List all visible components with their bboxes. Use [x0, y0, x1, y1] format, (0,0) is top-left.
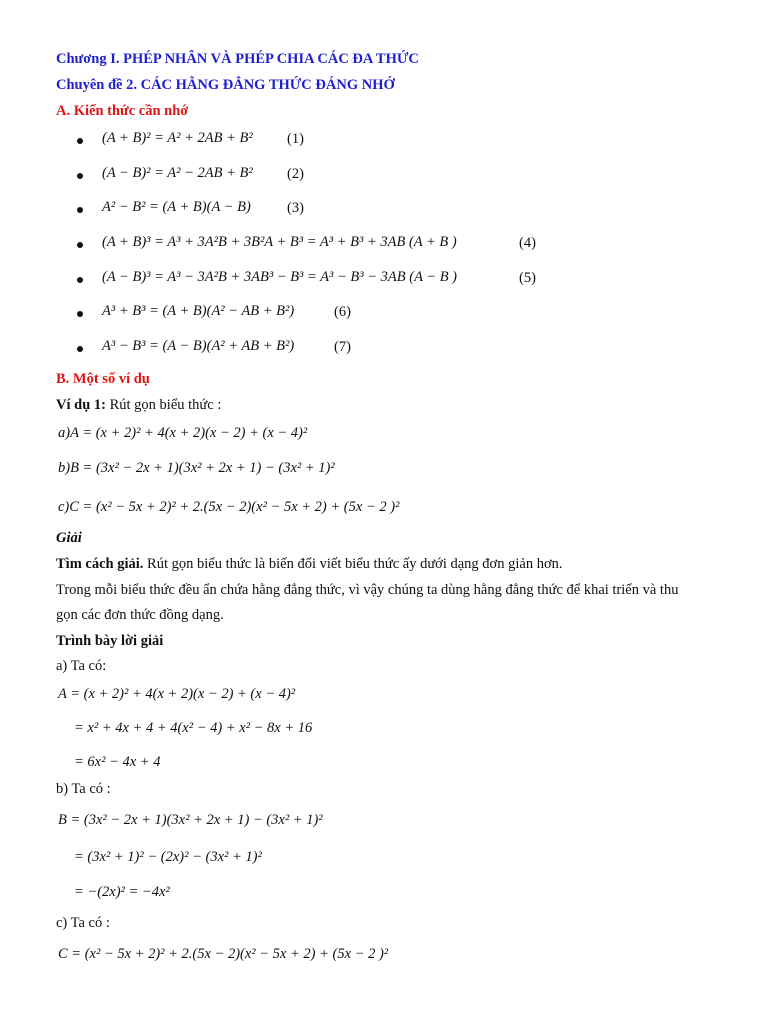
- method-paragraph-line-1: Trong mỗi biểu thức đều ẩn chứa hằng đẳng thức, vì vậy chúng ta dùng hằng đẳng thức để khai triển và thu: [56, 582, 679, 598]
- identity-number: (1): [287, 131, 304, 147]
- example-part-c: c)C = (x² − 5x + 2)² + 2.(5x − 2)(x² − 5x + 2) + (5x − 2 )²: [58, 499, 400, 515]
- method-text: Rút gọn biểu thức là biến đổi viết biểu thức ấy dưới dạng đơn giản hơn.: [147, 556, 563, 572]
- solution-a-step: = x² + 4x + 4 + 4(x² − 4) + x² − 8x + 16: [74, 720, 313, 736]
- example-part-b: b)B = (3x² − 2x + 1)(3x² + 2x + 1) − (3x² + 1)²: [58, 460, 335, 476]
- identity-formula: A³ − B³ = (A − B)(A² + AB + B²): [102, 338, 295, 354]
- identity-number: (2): [287, 166, 304, 182]
- method-label: Tìm cách giải.: [56, 556, 144, 572]
- identity-formula: (A + B)² = A² + 2AB + B²: [102, 130, 253, 146]
- identity-formula: (A − B)³ = A³ − 3A²B + 3AB³ − B³ = A³ − B³ − 3AB (A − B ): [102, 269, 458, 285]
- identity-formula: (A − B)² = A² − 2AB + B²: [102, 165, 253, 181]
- identity-formula: (A + B)³ = A³ + 3A²B + 3B²A + B³ = A³ + B³ + 3AB (A + B ): [102, 234, 457, 250]
- identity-number: (7): [334, 339, 351, 355]
- bullet-icon: [77, 311, 83, 317]
- presentation-label: Trình bày lời giải: [56, 633, 164, 649]
- topic-heading: Chuyên đề 2. CÁC HẰNG ĐẲNG THỨC ĐÁNG NHỚ: [56, 77, 395, 93]
- method-line: [56, 556, 562, 573]
- solution-b-step: B = (3x² − 2x + 1)(3x² + 2x + 1) − (3x² + 1)²: [58, 812, 323, 828]
- method-paragraph-line-2: gọn các đơn thức đồng dạng.: [56, 607, 224, 623]
- identity-number: (6): [334, 304, 351, 320]
- solution-a-step: = 6x² − 4x + 4: [74, 754, 161, 770]
- example-part-a: a)A = (x + 2)² + 4(x + 2)(x − 2) + (x − 4)²: [58, 425, 308, 441]
- identity-formula: A² − B² = (A + B)(A − B): [102, 199, 251, 215]
- example-label: Ví dụ 1:: [56, 397, 106, 413]
- solution-c-step: C = (x² − 5x + 2)² + 2.(5x − 2)(x² − 5x + 2) + (5x − 2 )²: [58, 946, 389, 962]
- solution-b-step: = (3x² + 1)² − (2x)² − (3x² + 1)²: [74, 849, 262, 865]
- identity-number: (5): [519, 270, 536, 286]
- bullet-icon: [77, 138, 83, 144]
- bullet-icon: [77, 173, 83, 179]
- example-line: [56, 397, 221, 414]
- identity-number: (3): [287, 200, 304, 216]
- solution-c-intro: c) Ta có :: [56, 915, 110, 931]
- identity-number: (4): [519, 235, 536, 251]
- solution-title: Giải: [56, 530, 82, 546]
- solution-b-step: = −(2x)² = −4x²: [74, 884, 170, 900]
- identity-formula: A³ + B³ = (A + B)(A² − AB + B²): [102, 303, 295, 319]
- solution-b-intro: b) Ta có :: [56, 781, 111, 797]
- solution-a-intro: a) Ta có:: [56, 658, 107, 674]
- section-b-heading: B. Một số ví dụ: [56, 371, 150, 387]
- section-a-heading: A. Kiến thức cần nhớ: [56, 103, 189, 119]
- solution-a-step: A = (x + 2)² + 4(x + 2)(x − 2) + (x − 4)²: [58, 686, 296, 702]
- bullet-icon: [77, 207, 83, 213]
- chapter-heading: Chương I. PHÉP NHÂN VÀ PHÉP CHIA CÁC ĐA THỨC: [56, 51, 419, 67]
- bullet-icon: [77, 277, 83, 283]
- bullet-icon: [77, 242, 83, 248]
- example-prompt: Rút gọn biểu thức :: [109, 397, 222, 413]
- bullet-icon: [77, 346, 83, 352]
